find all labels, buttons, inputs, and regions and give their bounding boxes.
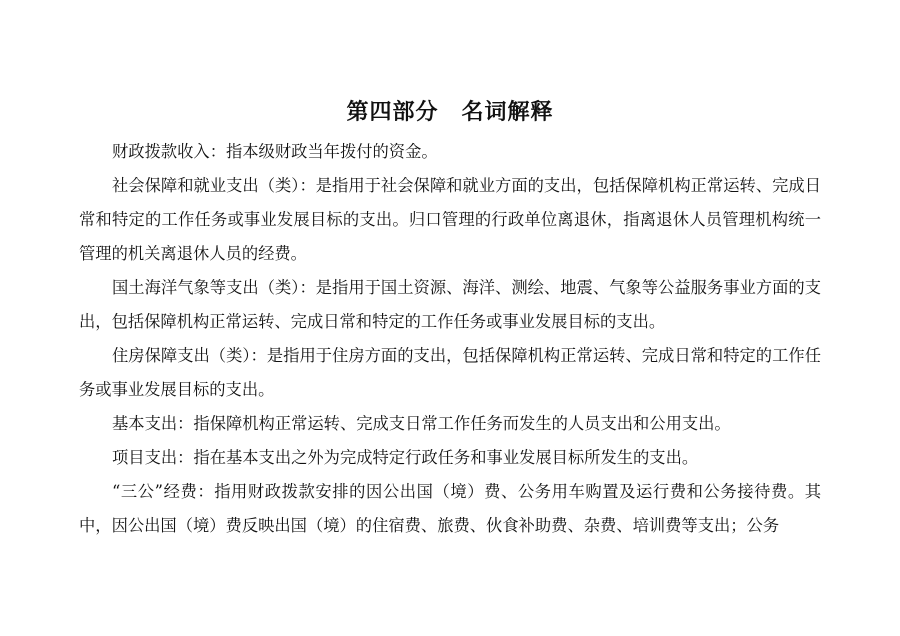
paragraph-social-security: 社会保障和就业支出（类）：是指用于社会保障和就业方面的支出，包括保障机构正常运转、完成日常和特定的工作任务或事业发展目标的支出。归口管理的行政单位离退休，指离退休人员管理机构统一管理的机关离退休人员的经费。 [79, 176, 821, 263]
page-title: 第四部分 名词解释 [346, 100, 554, 125]
paragraph-fiscal-revenue: 财政拨款收入：指本级财政当年拨付的资金。 [112, 142, 438, 161]
paragraph-housing: 住房保障支出（类）：是指用于住房方面的支出，包括保障机构正常运转、完成日常和特定的工作任务或事业发展目标的支出。 [79, 346, 821, 399]
paragraph-project-expenditure: 项目支出：指在基本支出之外为完成特定行政任务和事业发展目标所发生的支出。 [112, 448, 699, 467]
paragraph-basic-expenditure: 基本支出：指保障机构正常运转、完成支日常工作任务而发生的人员支出和公用支出。 [112, 414, 731, 433]
paragraph-land-ocean-weather: 国土海洋气象等支出（类）：是指用于国土资源、海洋、测绘、地震、气象等公益服务事业方面的支出，包括保障机构正常运转、完成日常和特定的工作任务或事业发展目标的支出。 [79, 278, 821, 331]
document-body [79, 135, 821, 543]
paragraph-three-public-expenses: “三公”经费：指用财政拨款安排的因公出国（境）费、公务用车购置及运行费和公务接待费。其中，因公出国（境）费反映出国（境）的住宿费、旅费、伙食补助费、杂费、培训费等支出；公务 [79, 482, 821, 535]
